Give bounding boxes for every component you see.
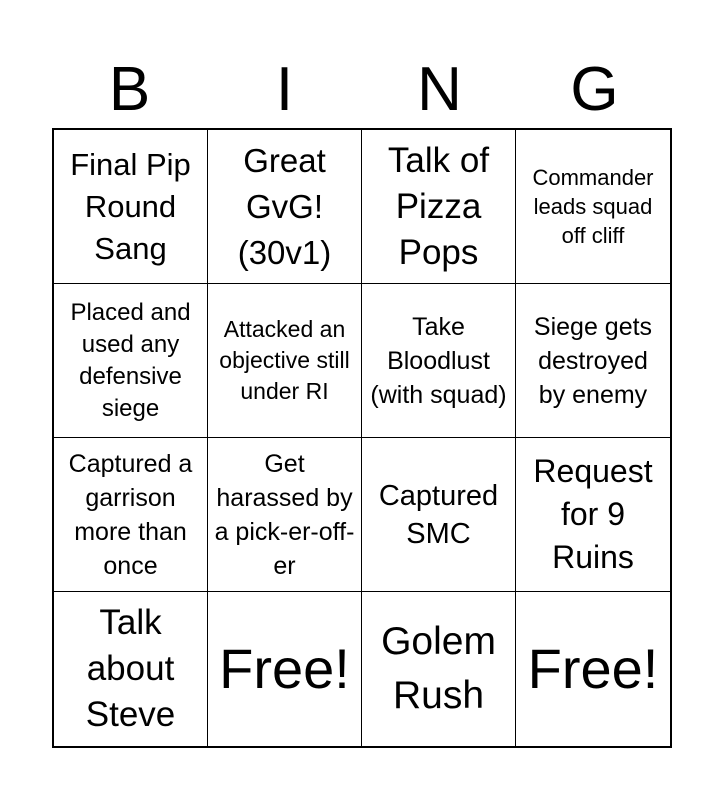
bingo-cell-label: Golem Rush — [381, 620, 496, 717]
bingo-cell-label: Get harassed by a pick-er-off-er — [214, 449, 355, 580]
bingo-cell-label: Great GvG! (30v1) — [237, 141, 332, 271]
bingo-cell-r1c1[interactable] — [54, 130, 208, 284]
bingo-cell-label: Attacked an objective still under RI — [219, 316, 350, 404]
bingo-cell-r1c2[interactable] — [208, 130, 362, 284]
header-letter-g: G — [570, 55, 619, 124]
bingo-cell-r2c4[interactable] — [516, 284, 670, 438]
bingo-cell-r4c3[interactable] — [362, 592, 516, 746]
bingo-cell-label: Commander leads squad off cliff — [532, 165, 654, 248]
bingo-cell-label: Final Pip Round Sang — [70, 146, 191, 266]
bingo-cell-label: Request for 9 Ruins — [533, 453, 653, 575]
header-letter-b: B — [108, 55, 151, 124]
bingo-cell-r3c3[interactable] — [362, 438, 516, 592]
bingo-cell-r2c1[interactable] — [54, 284, 208, 438]
bingo-cell-label: Placed and used any defensive siege — [70, 298, 191, 422]
bingo-cell-r4c2[interactable] — [208, 592, 362, 746]
bingo-cell-r1c3[interactable] — [362, 130, 516, 284]
bingo-cell-label: Take Bloodlust (with squad) — [370, 312, 507, 409]
bingo-cell-label: Captured a garrison more than once — [68, 449, 193, 580]
bingo-cell-r3c2[interactable] — [208, 438, 362, 592]
bingo-header — [52, 52, 672, 128]
bingo-cell-r3c1[interactable] — [54, 438, 208, 592]
header-letter-n: N — [417, 55, 462, 124]
bingo-cell-label: Captured SMC — [378, 479, 499, 550]
bingo-cell-label: Free! — [219, 637, 350, 700]
bingo-cell-label: Talk about Steve — [85, 603, 176, 734]
bingo-cell-r1c4[interactable] — [516, 130, 670, 284]
bingo-cell-label: Siege gets destroyed by enemy — [533, 312, 653, 409]
header-letter-i: I — [275, 55, 294, 124]
bingo-cell-r4c1[interactable] — [54, 592, 208, 746]
bingo-cell-label: Talk of Pizza Pops — [387, 140, 490, 272]
bingo-board — [52, 128, 672, 748]
bingo-cell-label: Free! — [527, 637, 659, 700]
bingo-cell-r2c2[interactable] — [208, 284, 362, 438]
bingo-cell-r2c3[interactable] — [362, 284, 516, 438]
bingo-cell-r3c4[interactable] — [516, 438, 670, 592]
bingo-cell-r4c4[interactable] — [516, 592, 670, 746]
